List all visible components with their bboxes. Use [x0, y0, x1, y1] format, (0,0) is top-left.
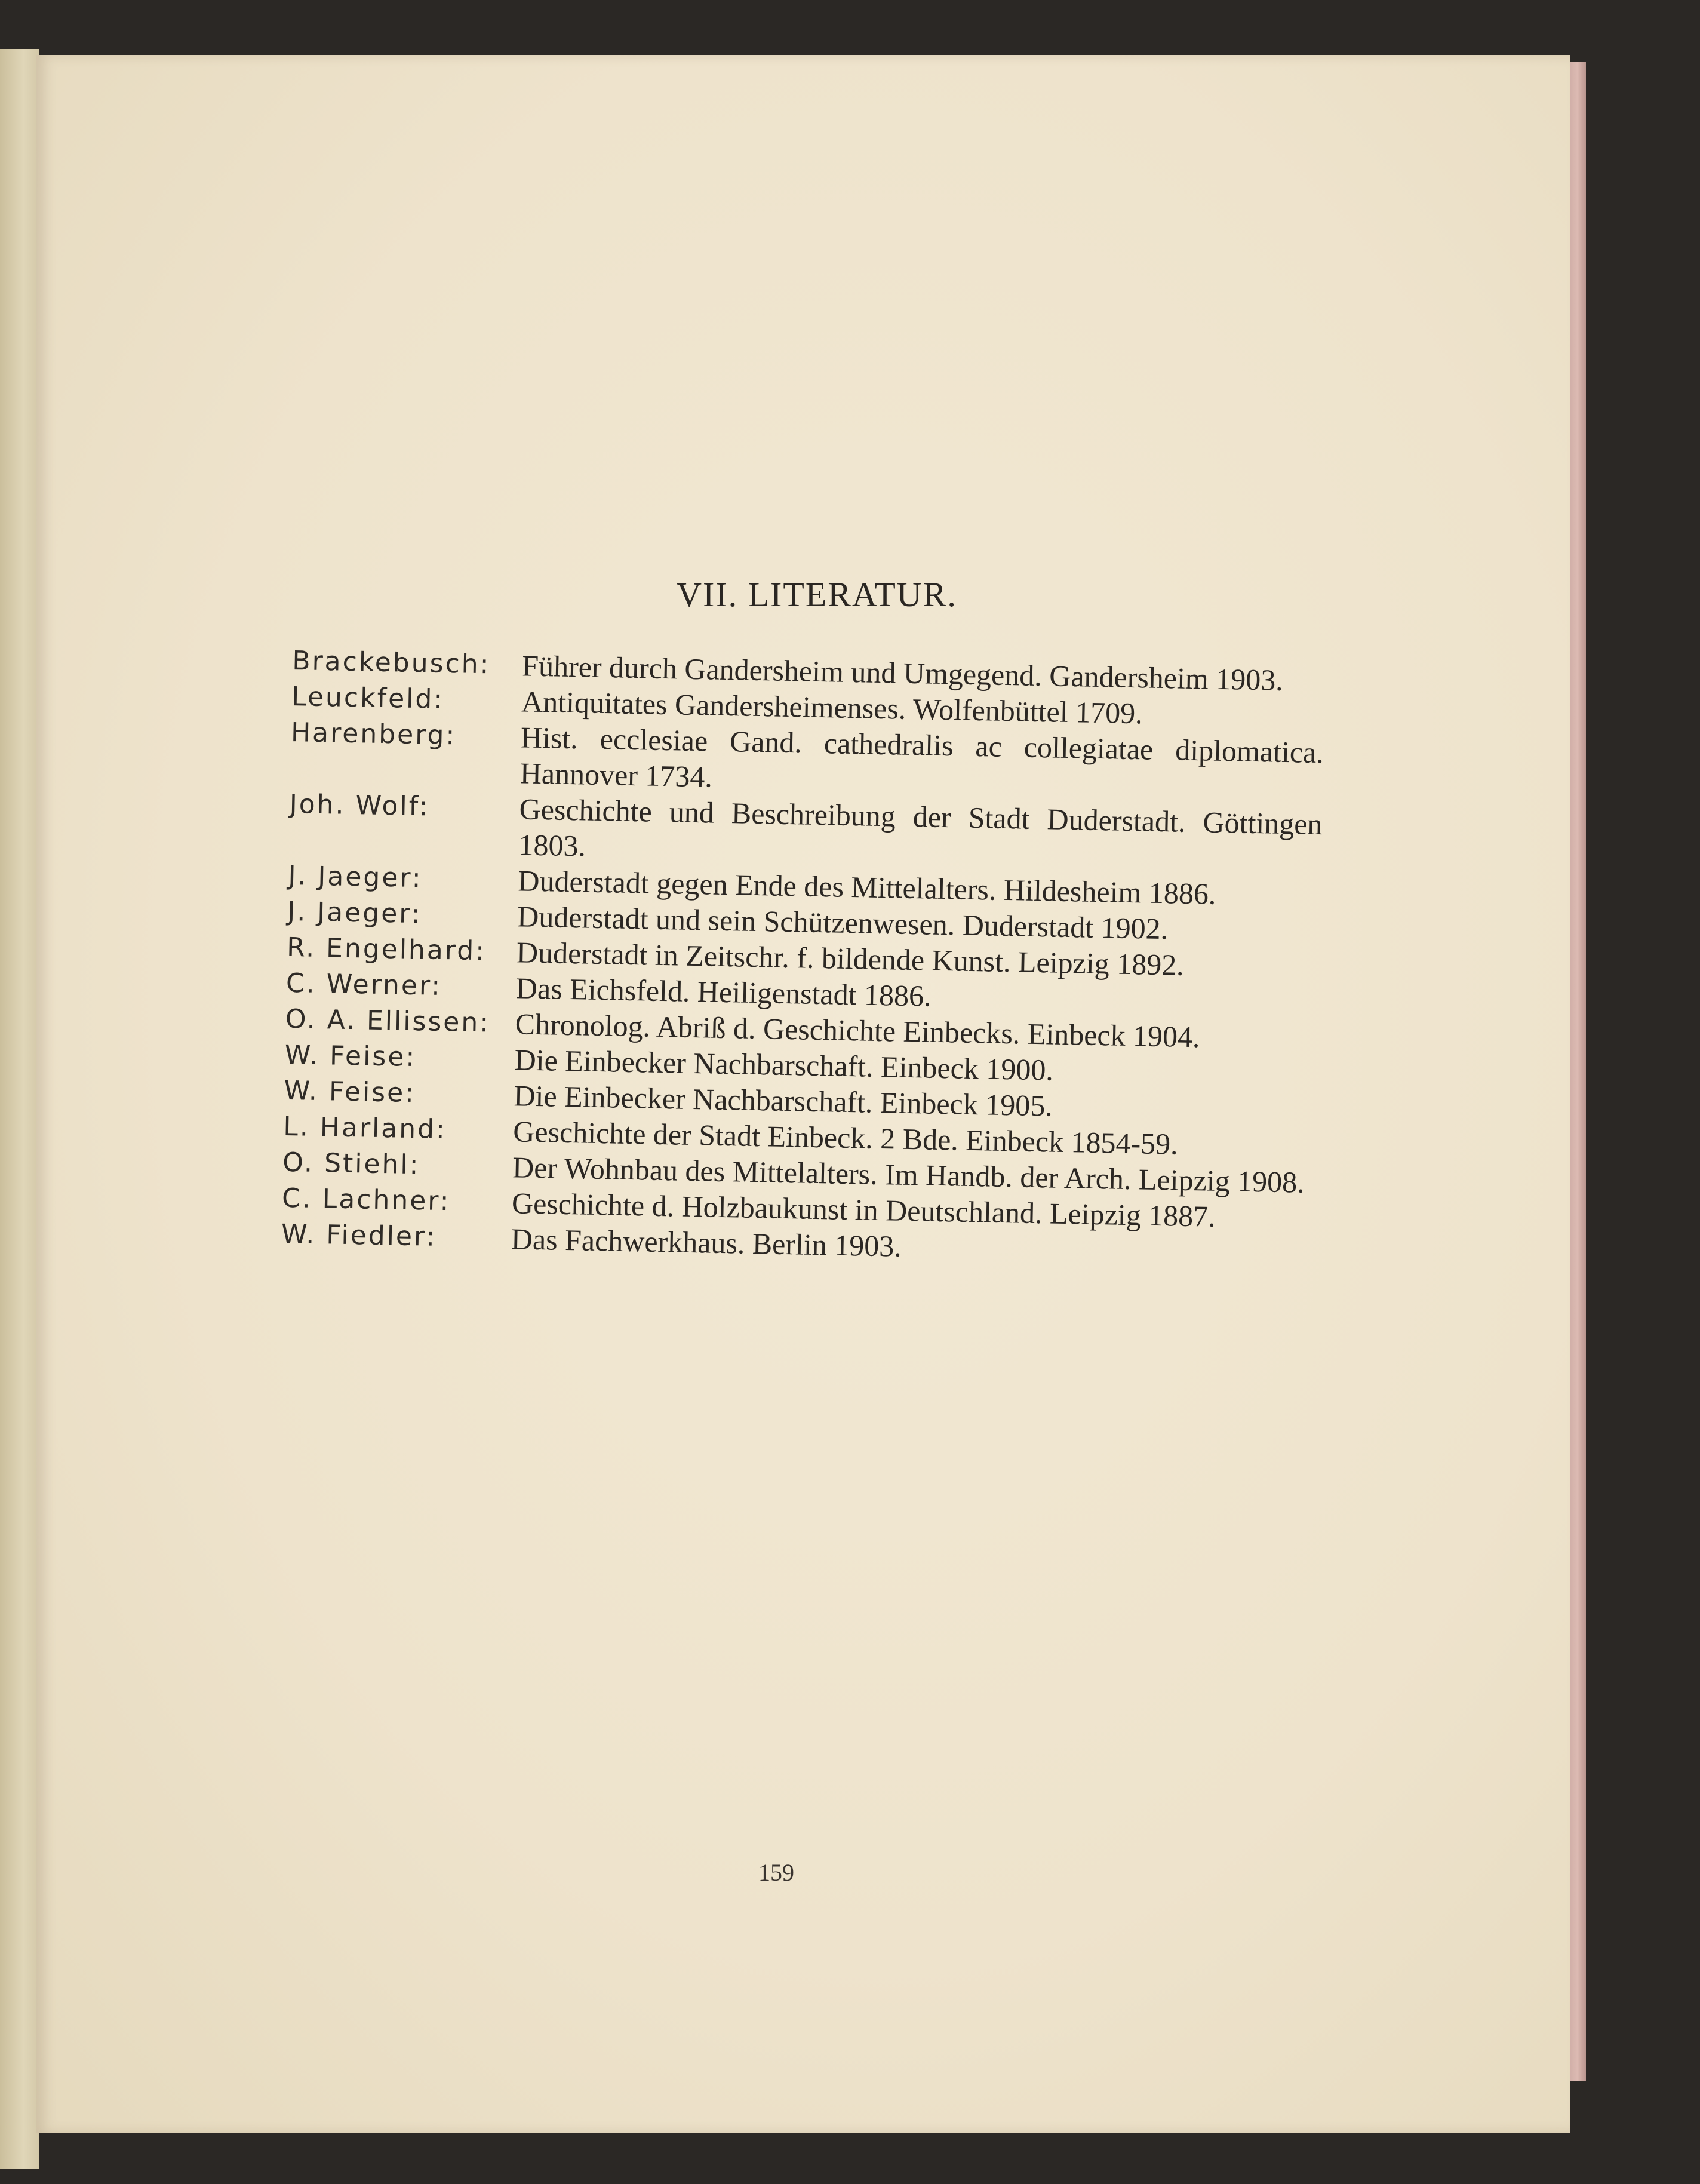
entry-author: J. Jaeger:	[288, 860, 423, 894]
entry-author: C. Werner:	[285, 967, 442, 1002]
entry-author: Leuckfeld:	[291, 681, 445, 715]
entry-reference: Chronolog. Abriß d. Geschichte Einbecks. Einbeck 1904.	[515, 1007, 1201, 1054]
entry-author: O. Stiehl:	[282, 1147, 420, 1181]
entry-reference: Duderstadt und sein Schützenwesen. Duderstadt 1902.	[517, 899, 1169, 946]
entry-author: W. Fiedler:	[281, 1218, 437, 1252]
bibliography-list	[281, 643, 1331, 1272]
entry-reference: Das Eichsfeld. Heiligenstadt 1886.	[515, 971, 932, 1013]
entry-author: W. Feise:	[284, 1039, 417, 1073]
entry-reference: Das Fachwerkhaus. Berlin 1903.	[511, 1222, 902, 1263]
entry-reference: Hist. ecclesiae Gand. cathedralis ac collegiatae diplomatica. Hannover 1734.	[519, 720, 1324, 794]
entry-reference: Die Einbecker Nachbarschaft. Einbeck 1905.	[513, 1079, 1053, 1123]
entry-reference: Geschichte der Stadt Einbeck. 2 Bde. Einbeck 1854-59.	[512, 1114, 1179, 1161]
entry-reference: Geschichte und Beschreibung der Stadt Duderstadt. Göttingen 1803.	[518, 792, 1323, 863]
entry-author: Harenberg:	[290, 717, 457, 751]
entry-reference: Die Einbecker Nachbarschaft. Einbeck 1900.	[514, 1043, 1054, 1087]
entry-author: O. A. Ellissen:	[285, 1003, 491, 1039]
entry-reference: Geschichte d. Holzbaukunst in Deutschland. Leipzig 1887.	[511, 1186, 1216, 1233]
entry-reference: Duderstadt in Zeitschr. f. bildende Kunst. Leipzig 1892.	[516, 935, 1185, 982]
entry-reference: Antiquitates Gandersheimenses. Wolfenbüttel 1709.	[521, 684, 1143, 730]
entry-reference: Der Wohnbau des Mittelalters. Im Handb. der Arch. Leipzig 1908.	[512, 1150, 1305, 1199]
page-number: 159	[758, 1859, 794, 1886]
entry-author: L. Harland:	[282, 1111, 447, 1145]
entry-reference: Führer durch Gandersheim und Umgegend. Gandersheim 1903.	[521, 649, 1284, 697]
entry-author: Joh. Wolf:	[289, 788, 430, 822]
entry-author: R. Engelhard:	[286, 932, 487, 967]
entry-author: W. Feise:	[284, 1075, 416, 1109]
entry-author: C. Lachner:	[281, 1182, 451, 1217]
entry-author: J. Jaeger:	[287, 896, 422, 930]
entry-author: Brackebusch:	[291, 645, 491, 680]
book-page	[36, 55, 1570, 2133]
left-page-edge	[0, 49, 39, 2169]
entry-reference: Duderstadt gegen Ende des Mittelalters. Hildesheim 1886.	[517, 864, 1216, 911]
section-title: VII. LITERATUR.	[677, 575, 957, 614]
